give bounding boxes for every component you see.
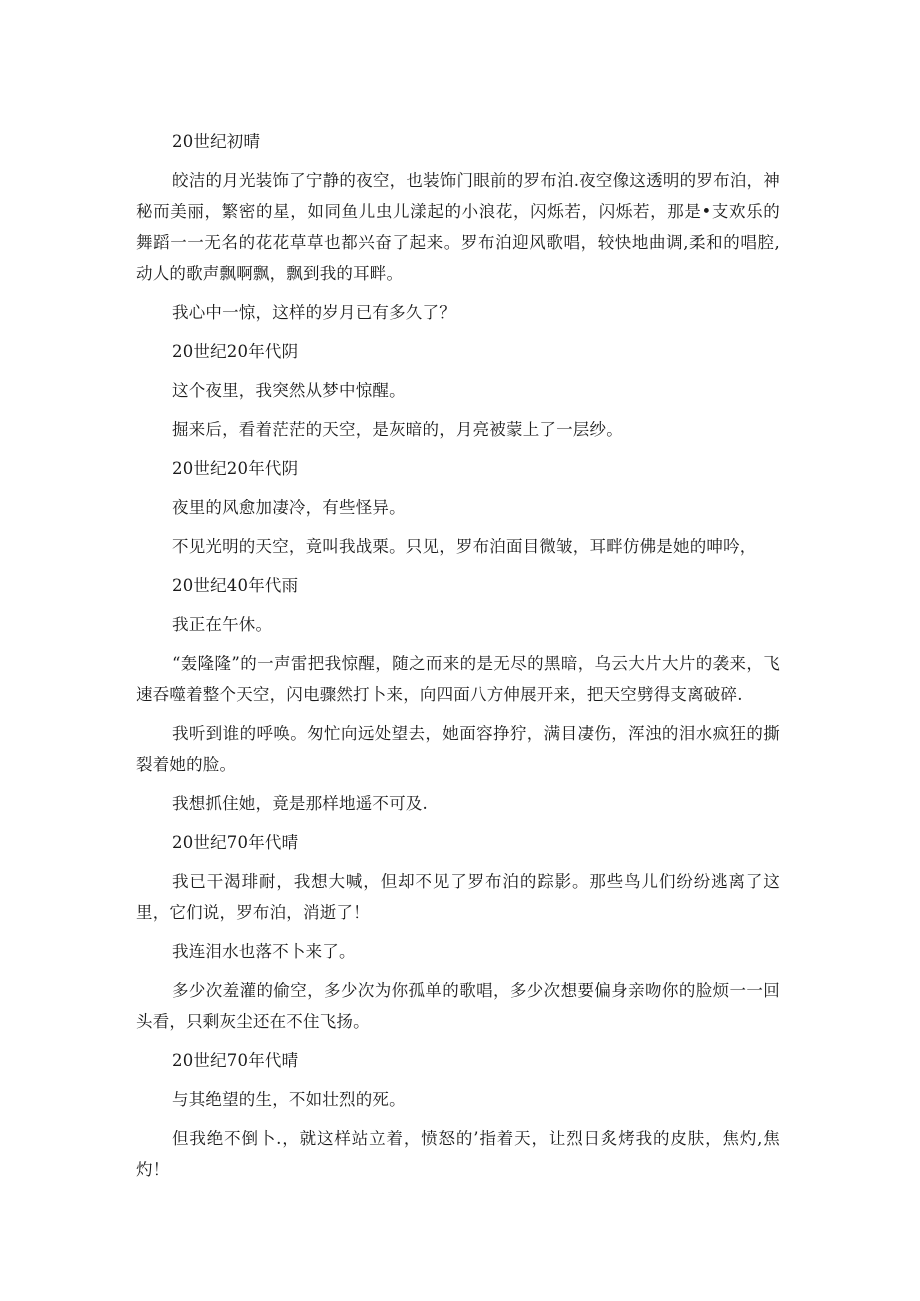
section-heading-1920s-overcast-a: 20世纪20年代阴 [172, 342, 299, 361]
section-heading-1970s-clear-a: 20世纪70年代晴 [172, 833, 299, 852]
paragraph-thirst: 我已干渴琲耐，我想大喊，但却不见了罗布泊的踪影。那些鸟儿们纷纷逃离了这里，它们说，罗布泊，消逝了！ [136, 872, 780, 922]
paragraph-cold-wind: 夜里的风愈加凄冷，有些怪异。 [172, 498, 406, 517]
section-heading-1970s-clear-b: 20世纪70年代晴 [172, 1051, 299, 1070]
paragraph-calling: 我听到谁的呼唤。匆忙向远处望去，她面容挣狞，满目凄伤，浑浊的泪水疯狂的撕裂着她的脸。 [136, 724, 780, 774]
section-heading-1920s-overcast-b: 20世纪20年代阴 [172, 459, 299, 478]
paragraph-nap: 我正在午休。 [172, 615, 273, 634]
paragraph-moonlit-night: 皎洁的月光装饰了宁静的夜空，也装饰门眼前的罗布泊.夜空像这透明的罗布泊，神秘而美丽，繁密的星，如同鱼儿虫儿漾起的小浪花，闪烁若，闪烁若，那是•支欢乐的舞蹈一一无名的花花草草也都兴奋了起来。罗布泊迎风歌唱，较快地曲调,柔和的唱腔,动人的歌声飘啊飘，飘到我的耳畔。 [136, 171, 780, 283]
section-heading-early-1900s: 20世纪初晴 [172, 132, 261, 151]
section-heading-1940s-rain: 20世纪40年代雨 [172, 576, 299, 595]
paragraph-despair: 与其绝望的生，不如壮烈的死。 [172, 1090, 406, 1109]
paragraph-trembling: 不见光明的天空，竟叫我战栗。只见，罗布泊面目微皱，耳畔仿佛是她的呻吟， [172, 537, 757, 556]
paragraph-woke-from-dream: 这个夜里，我突然从梦中惊醒。 [172, 381, 406, 400]
paragraph-memories: 多少次羞灌的偷空，多少次为你孤单的歌唱，多少次想要偏身亲吻你的脸烦一一回头看，只剩灰尘还在不住飞扬。 [136, 981, 780, 1031]
paragraph-no-tears: 我连泪水也落不卜来了。 [172, 942, 356, 961]
paragraph-grey-sky: 掘来后，看着茫茫的天空，是灰暗的，月亮被蒙上了一层纱。 [172, 420, 623, 439]
document-body [136, 126, 780, 1193]
paragraph-out-of-reach: 我想抓住她，竟是那样地遥不可及. [172, 794, 428, 813]
paragraph-startled: 我心中一惊，这样的岁月已有多久了？ [172, 303, 456, 322]
paragraph-standing-firm: 但我绝不倒卜.，就这样站立着，愤怒的’指着天，让烈日炙烤我的皮肤，焦灼,焦灼！ [136, 1129, 780, 1179]
paragraph-thunder: “轰隆隆”的一声雷把我惊醒，随之而来的是无尽的黑暗，乌云大片大片的袭来，飞速吞噬着整个天空，闪电骤然打卜来，向四面八方伸展开来，把天空劈得支离破碎. [136, 654, 780, 704]
